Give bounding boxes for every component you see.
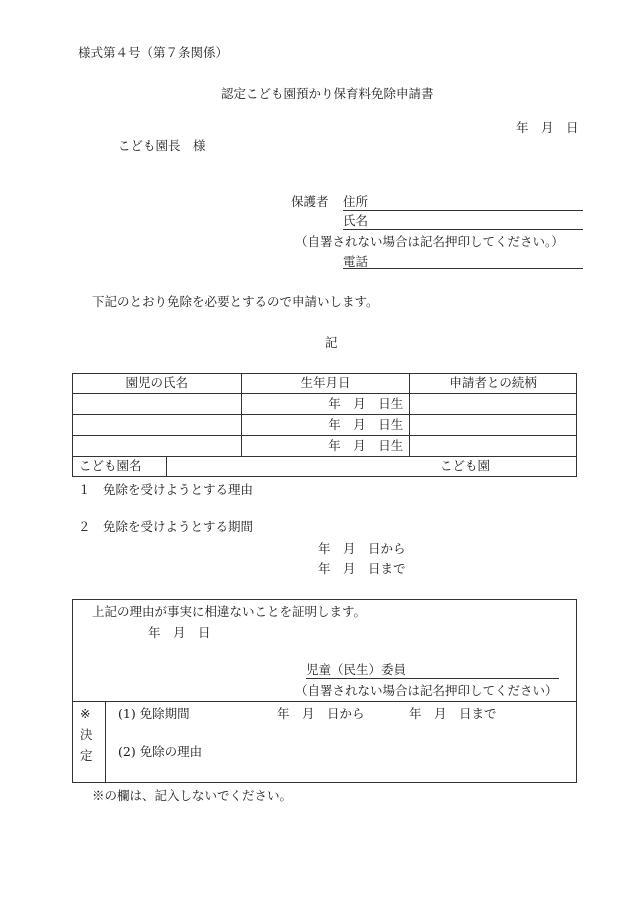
guardian-name-label: 氏名 xyxy=(343,213,369,228)
school-name-field[interactable] xyxy=(166,457,576,477)
school-name-label: こども園名 xyxy=(73,457,167,477)
header-child-name: 園児の氏名 xyxy=(73,374,242,394)
document-title: 認定こども園預かり保育料免除申請書 xyxy=(221,86,434,101)
guardian-signature-note: （自署されない場合は記名押印してください。） xyxy=(295,234,564,249)
decision-char-1: 決 xyxy=(80,727,93,742)
child-name-cell[interactable] xyxy=(73,436,242,457)
guardian-address-field[interactable] xyxy=(343,210,583,211)
addressee: こども園長 様 xyxy=(118,138,206,153)
child-name-cell[interactable] xyxy=(73,394,242,415)
decision-mark: ※ xyxy=(80,706,91,721)
relation-cell[interactable] xyxy=(410,394,577,415)
form-number: 様式第４号（第７条関係） xyxy=(78,45,229,60)
relation-cell[interactable] xyxy=(410,436,577,457)
children-table xyxy=(72,373,577,477)
item-reason: １ 免除を受けようとする理由 xyxy=(78,482,254,497)
commissioner-signature-note: （自署されない場合は記名押印してください） xyxy=(295,683,558,698)
ki-heading: 記 xyxy=(325,335,338,350)
child-name-cell[interactable] xyxy=(73,415,242,436)
certification-date[interactable]: 年 月 日 xyxy=(148,625,211,640)
certification-statement: 上記の理由が事実に相違ないことを証明します。 xyxy=(92,604,367,619)
item-period: ２ 免除を受けようとする期間 xyxy=(78,519,254,534)
guardian-name-field[interactable] xyxy=(343,229,583,230)
guardian-label: 保護者 xyxy=(291,194,329,209)
decision-period-from[interactable]: 年 月 日から xyxy=(277,706,365,721)
application-date[interactable]: 年 月 日 xyxy=(516,120,579,135)
decision-period-label: (1) 免除期間 xyxy=(118,706,190,721)
birthdate-cell[interactable]: 年 月 日生 xyxy=(241,436,410,457)
guardian-address-label: 住所 xyxy=(343,194,369,209)
guardian-phone-label: 電話 xyxy=(343,254,369,269)
period-to[interactable]: 年 月 日まで xyxy=(318,561,406,576)
table-row xyxy=(73,436,577,457)
decision-vertical-divider xyxy=(105,701,106,782)
birthdate-cell[interactable]: 年 月 日生 xyxy=(241,415,410,436)
table-row xyxy=(73,394,577,415)
certification-box xyxy=(72,599,577,783)
commissioner-label: 児童（民生）委員 xyxy=(306,662,407,677)
period-from[interactable]: 年 月 日から xyxy=(318,541,406,556)
commissioner-signature-field[interactable] xyxy=(306,678,559,679)
header-birthdate: 生年月日 xyxy=(241,374,410,394)
header-relation: 申請者との続柄 xyxy=(410,374,577,394)
decision-divider xyxy=(73,701,576,702)
decision-char-2: 定 xyxy=(80,748,93,763)
intro-text: 下記のとおり免除を必要とするので申請いします。 xyxy=(92,294,379,309)
decision-period-to[interactable]: 年 月 日まで xyxy=(409,706,497,721)
decision-reason-label: (2) 免除の理由 xyxy=(118,744,203,759)
guardian-phone-field[interactable] xyxy=(343,268,583,269)
footnote: ※の欄は、記入しないでください。 xyxy=(92,788,293,803)
school-suffix: こども園 xyxy=(439,458,490,474)
birthdate-cell[interactable]: 年 月 日生 xyxy=(241,394,410,415)
relation-cell[interactable] xyxy=(410,415,577,436)
table-row xyxy=(73,415,577,436)
